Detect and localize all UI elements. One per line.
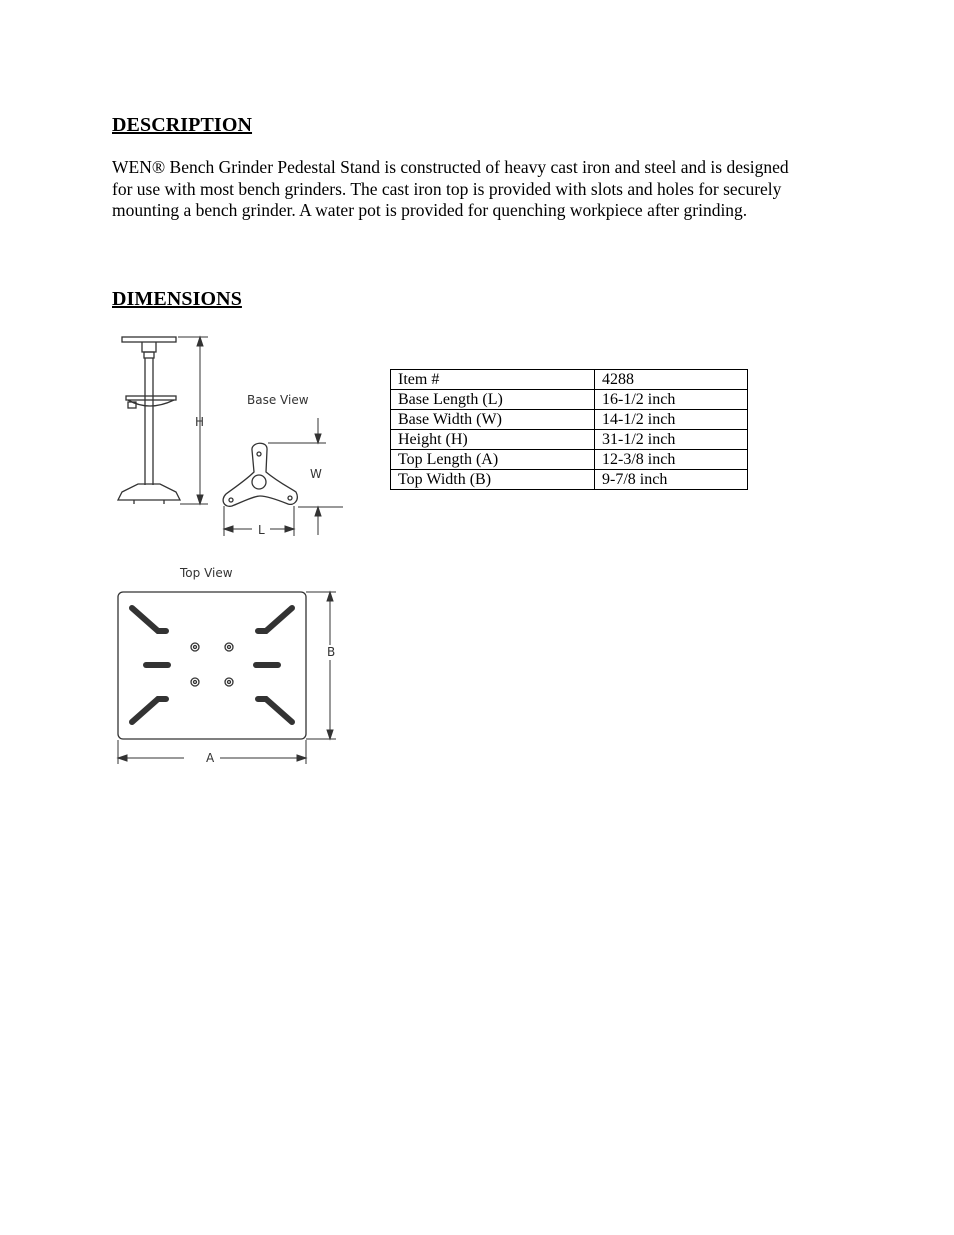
description-line: for use with most bench grinders. The cast iron top is provided with slots and holes for securely <box>112 178 782 199</box>
spec-value: 4288 <box>595 370 748 390</box>
top-width-dimension <box>306 592 336 739</box>
pedestal-side-view <box>118 337 180 504</box>
dimension-drawings <box>108 330 353 770</box>
table-row <box>391 470 748 490</box>
description-line: mounting a bench grinder. A water pot is provided for quenching workpiece after grinding. <box>112 200 748 220</box>
top-view-caption: Top View <box>180 566 233 580</box>
base-view-caption: Base View <box>247 393 309 407</box>
base-width-label: W <box>310 467 322 481</box>
spec-value: 31-1/2 inch <box>595 430 748 450</box>
spec-label: Top Length (A) <box>391 450 595 470</box>
base-length-label: L <box>258 523 265 537</box>
spec-label: Base Width (W) <box>391 410 595 430</box>
dimensions-heading: DIMENSIONS <box>112 288 242 310</box>
table-row <box>391 370 748 390</box>
base-view <box>223 443 297 506</box>
spec-value: 16-1/2 inch <box>595 390 748 410</box>
table-row <box>391 390 748 410</box>
spec-value: 9-7/8 inch <box>595 470 748 490</box>
spec-label: Height (H) <box>391 430 595 450</box>
table-row <box>391 410 748 430</box>
spec-label: Item # <box>391 370 595 390</box>
height-label: H <box>195 415 205 429</box>
spec-value: 14-1/2 inch <box>595 410 748 430</box>
spec-label: Top Width (B) <box>391 470 595 490</box>
spec-label: Base Length (L) <box>391 390 595 410</box>
table-row <box>391 430 748 450</box>
table-row <box>391 450 748 470</box>
top-view <box>118 592 306 739</box>
description-paragraph <box>112 157 852 222</box>
specifications-table <box>390 369 748 490</box>
top-length-label: A <box>206 751 215 765</box>
description-line: WEN® Bench Grinder Pedestal Stand is constructed of heavy cast iron and steel and is designed <box>112 157 789 177</box>
description-heading: DESCRIPTION <box>112 114 253 136</box>
spec-value: 12-3/8 inch <box>595 450 748 470</box>
top-width-label: B <box>327 645 336 659</box>
base-width-dimension <box>268 418 343 535</box>
